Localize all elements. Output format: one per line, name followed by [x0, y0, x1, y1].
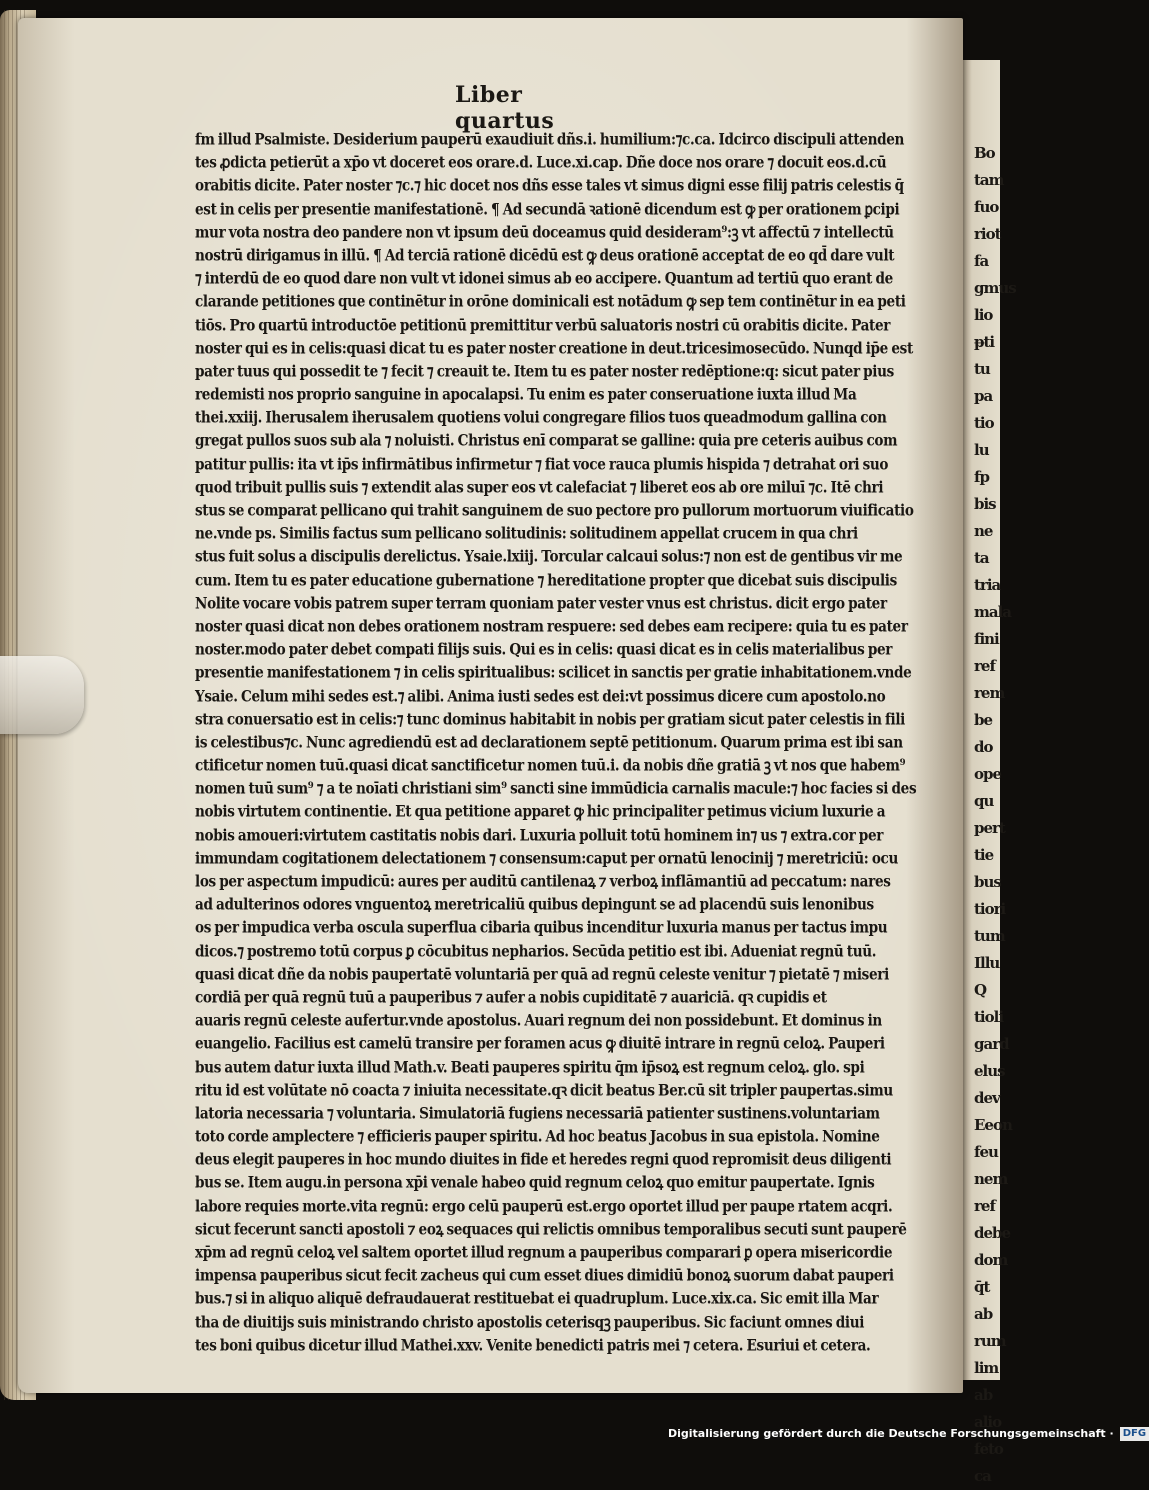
facing-page-fragment: bus: [974, 873, 1001, 891]
text-line: tes boni quibus dicetur illud Mathei.xxv. Venite benedicti patris mei ⁊ cetera. Esuriui et cetera.: [195, 1336, 871, 1356]
facing-page-fragment: ab: [974, 1305, 993, 1323]
facing-page-fragment: nem: [974, 1170, 1008, 1188]
facing-page-fragment: debe: [974, 1224, 1011, 1242]
text-line: presentie manifestationem ⁊ in celis spiritualibus: scilicet in sanctis per gratie inhabitationem.vnde: [195, 663, 912, 683]
facing-page-fragment: riot: [974, 225, 1001, 243]
text-line: latoria necessaria ⁊ voluntaria. Simulatoriā fugiens necessariā patienter sustinens.voluntariam: [195, 1104, 880, 1124]
text-line: redemisti nos proprio sanguine in apocalapsi. Tu enim es pater conseruatione iuxta illud Ma: [195, 385, 857, 405]
text-line: tes ꝓdicta petierūt a xp̄o vt doceret eos orare.d. Luce.xi.cap. Dñe doce nos orare ⁊ docuit eos.d.cū: [195, 153, 887, 173]
facing-page-fragment: tam: [974, 171, 1004, 189]
text-line: auaris regnū celeste aufertur.vnde apostolus. Auari regnum dei non possidebunt. Et dominus in: [195, 1011, 882, 1031]
text-line: ⁊ interdū de eo quod dare non vult vt idonei simus ab eo accipere. Quantum ad tertiū quo erant de: [195, 269, 893, 289]
page-clip: [0, 656, 84, 734]
text-line: Nolite vocare vobis patrem super terram quoniam pater vester vnus est christus. dicit ergo pater: [195, 594, 887, 614]
text-line: los per aspectum impudicū: aures per auditū cantilenaꝝ ⁊ verboꝝ inflāmantiū ad peccatum: nares: [195, 872, 891, 892]
text-line: cordiā per quā regnū tuū a pauperibus ⁊ aufer a nobis cupiditatē ⁊ auariciā. qꝛ cupidis et: [195, 988, 827, 1008]
facing-page-fragment: q̄t: [974, 1278, 990, 1296]
facing-page-edge: [960, 60, 1016, 1485]
facing-page-fragments: [974, 140, 1016, 1490]
facing-page-fragment: feto: [974, 1440, 1003, 1458]
text-line: est in celis per presentie manifestationē. ¶ Ad secundā ꝛationē dicendum est ꝙ per orationem ꝑcipi: [195, 200, 900, 219]
text-line: stus se comparat pellicano qui trahit sanguinem de suo pectore pro pullorum mortuorum viuificatio: [195, 501, 914, 521]
text-line: thei.xxiij. Iherusalem iherusalem quotiens volui congregare filios tuos queadmodum gallina con: [195, 408, 887, 428]
text-block: [195, 129, 917, 1358]
facing-page-fragment: tie: [974, 846, 994, 864]
text-line: nobis amoueri:virtutem castitatis nobis dari. Luxuria polluit totū hominem in⁊ us ⁊ extra.cor per: [195, 826, 884, 845]
text-line: bus autem datur iuxta illud Math.v. Beati pauperes spiritu q̄m ip̄soꝝ est regnum celoꝝ. glo. spi: [195, 1057, 865, 1077]
text-line: deus elegit pauperes in hoc mundo diuites in fide et heredes regni quod repromisit deus diligenti: [195, 1150, 892, 1170]
text-line: clarande petitiones que continētur in orōne dominicali est notādum ꝙ sep tem continētur in ea peti: [195, 292, 906, 312]
text-line: ne.vnde ps. Similis factus sum pellicano solitudinis: solitudinem appellat crucem in qua chri: [195, 524, 858, 544]
text-line: ad adulterinos odores vnguentoꝝ meretricaliū quibus depingunt se ad placendū suis lenonibus: [195, 895, 874, 915]
facing-page-fragment: pert: [974, 819, 1005, 837]
facing-page-fragment: qu: [974, 792, 994, 810]
facing-page-fragment: tio: [974, 414, 994, 432]
footer-text: Digitalisierung gefördert durch die Deutsche Forschungsgemeinschaft: [668, 1427, 1106, 1440]
facing-page-fragment: lio: [974, 306, 993, 324]
text-line: ritu id est volūtate nō coacta ⁊ iniuita necessitate.qꝛ dicit beatus Ber.cū sit tripler paupertas.simu: [195, 1081, 893, 1101]
facing-page-fragment: fp: [974, 468, 989, 486]
facing-page-fragment: ab: [974, 1386, 993, 1404]
text-line: impensa pauperibus sicut fecit zacheus qui cum esset diues dimidiū bonoꝝ suorum dabat pauperi: [195, 1266, 894, 1286]
text-line: noster.modo pater debet compati filijs suis. Qui es in celis: quasi dicat es in celis materialibus per: [195, 640, 893, 660]
facing-page-fragment: alio: [974, 1413, 1002, 1431]
text-line: nobis virtutem continentie. Et qua petitione apparet ꝙ hic principaliter petimus vicium luxurie a: [195, 802, 886, 822]
text-line: dicos.⁊ postremo totū corpus ꝑ cōcubitus nepharios. Secūda petitio est ibi. Adueniat regnū tuū.: [195, 942, 877, 961]
text-line: fm illud Psalmiste. Desiderium pauperū exaudiuit dñs.i. humilium:⁊c.ca. Idcirco discipuli attenden: [195, 130, 905, 150]
text-line: noster quasi dicat non debes orationem nostram respuere: sed debes eam recipere: quia tu es pater: [195, 617, 908, 637]
facing-page-fragment: be: [974, 711, 993, 729]
text-line: mur vota nostra deo pandere non vt ipsum deū doceamus quid desideram⁹:ꝫ vt affectū ⁊ intellectū: [195, 223, 894, 243]
facing-page-fragment: ta: [974, 549, 989, 567]
facing-page-fragment: Bo: [974, 144, 995, 162]
running-head: Liber quartus: [455, 82, 555, 134]
text-line: stus fuit solus a discipulis derelictus. Ysaie.lxiij. Torcular calcaui solus:⁊ non est de gentibus vir me: [195, 547, 903, 567]
facing-page-fragment: ope: [974, 765, 1002, 783]
facing-page-fragment: rum: [974, 1332, 1006, 1350]
text-line: patitur pullis: ita vt ip̄s infirmātibus infirmetur ⁊ fiat voce rauca plumis hispida ⁊ detrahat ori suo: [195, 455, 889, 474]
facing-page-fragment: rem: [974, 684, 1005, 702]
text-line: xp̄m ad regnū celoꝝ vel saltem oportet illud regnum a pauperibus comparari ꝑ opera misericordie: [195, 1243, 893, 1263]
text-line: ctificetur nomen tuū.quasi dicat sanctificetur nomen tuū.i. da nobis dñe gratiā ꝫ vt nos que habem⁹: [195, 756, 906, 776]
text-line: tiōs. Pro quartū introductōe petitionū premittitur verbū saluatoris nostri cū orabitis dicite. Pater: [195, 315, 891, 335]
text-line: cum. Item tu es pater educatione gubernatione ⁊ hereditatione propter que dicebat suis discipulis: [195, 571, 897, 590]
facing-page-fragment: do: [974, 738, 993, 756]
text-line: bus se. Item augu.in persona xp̄i venale habeo quid regnum celoꝝ quo emitur paupertate. Ignis: [195, 1173, 875, 1193]
facing-page-fragment: ᵽti: [974, 333, 995, 351]
text-line: sicut fecerunt sancti apostoli ⁊ eoꝝ sequaces qui relictis omnibus temporalibus secuti sunt pauperē: [195, 1220, 907, 1240]
text-line: labore requies morte.vita regnū: ergo celū pauperū est.ergo oportet illud per paupe rtatem acqri.: [195, 1197, 893, 1216]
facing-page-fragment: elus: [974, 1062, 1005, 1080]
text-line: orabitis dicite. Pater noster ⁊c.⁊ hic docet nos dñs esse tales vt simus digni esse filij patris celestis q̄: [195, 176, 904, 196]
facing-page-fragment: gard: [974, 1035, 1009, 1053]
facing-page-fragment: lim: [974, 1359, 999, 1377]
facing-page-fragment: ref: [974, 1197, 995, 1215]
text-line: immundam cogitationem delectationem ⁊ consensum:caput per ornatū lenocinij ⁊ meretriciū: ocu: [195, 849, 899, 869]
text-line: nostrū dirigamus in illū. ¶ Ad terciā rationē dicēdū est ꝙ deus orationē acceptat de eo qd̄ dare vult: [195, 246, 895, 266]
text-line: is celestibus⁊c. Nunc agrediendū est ad declarationem septē petitionum. Quarum prima est ibi san: [195, 733, 903, 753]
facing-page-fragment: Q: [974, 981, 987, 999]
facing-page-fragment: feu: [974, 1143, 998, 1161]
text-line: quod tribuit pullis suis ⁊ extendit alas super eos vt calefaciat ⁊ liberet eos ab ore miluī ⁊c. Itē chri: [195, 478, 884, 498]
text-line: os per impudica verba oscula superflua cibaria quibus incenditur luxuria manus per tactus impu: [195, 918, 888, 938]
text-line: gregat pullos suos sub ala ⁊ noluisti. Christus enī comparat se galline: quia pre ceteris auibus com: [195, 431, 898, 451]
facing-page-fragment: tiori: [974, 900, 1006, 918]
text-line: euangelio. Facilius est camelū transire per foramen acus ꝙ diuitē intrare in regnū celoꝝ. Pauperi: [195, 1034, 885, 1054]
facing-page-fragment: tria: [974, 576, 1001, 594]
facing-page-fragment: ref: [974, 657, 995, 675]
text-line: bus.⁊ si in aliquo aliquē defraudauerat restituebat ei quadruplum. Luce.xix.ca. Sic emit illa Mar: [195, 1289, 879, 1309]
facing-page-fragment: Illu: [974, 954, 1000, 972]
facing-page-fragment: dev: [974, 1089, 1000, 1107]
footer-credit: Digitalisierung gefördert durch die Deutsche Forschungsgemeinschaft · DFG: [668, 1424, 998, 1444]
text-line: stra conuersatio est in celis:⁊ tunc dominus habitabit in nobis per gratiam sicut pater celestis in fili: [195, 710, 905, 730]
text-line: toto corde amplectere ⁊ efficieris pauper spiritu. Ad hoc beatus Jacobus in sua epistola. Nomine: [195, 1127, 880, 1147]
text-line: tha de diuitijs suis ministrando christo apostolis ceterisqꝫ pauperibus. Sic faciunt omnes diui: [195, 1313, 865, 1332]
facing-page-fragment: ca: [974, 1467, 991, 1485]
facing-page-fragment: tum: [974, 927, 1005, 945]
dfg-logo: DFG: [1120, 1427, 1149, 1441]
facing-page-fragment: lu: [974, 441, 989, 459]
facing-page-fragment: pa: [974, 387, 993, 405]
facing-page-fragment: ne: [974, 522, 993, 540]
facing-page-fragment: dom: [974, 1251, 1008, 1269]
text-line: quasi dicat dñe da nobis paupertatē voluntariā per quā ad regnū celeste venitur ⁊ pietatē ⁊ miseri: [195, 965, 889, 985]
facing-page-fragment: tioli: [974, 1008, 1004, 1026]
facing-page-fragment: bis: [974, 495, 996, 513]
text-line: pater tuus qui possedit te ⁊ fecit ⁊ creauit te. Item tu es pater noster redēptione:q: sicut pater pius: [195, 362, 894, 382]
text-line: noster qui es in celis:quasi dicat tu es pater noster creatione in deut.tricesimosecūdo. Nunqd ip̄e est: [195, 339, 913, 359]
text-line: Ysaie. Celum mihi sedes est.⁊ alibi. Anima iusti sedes est dei:vt possimus dicere cum apostolo.no: [195, 686, 886, 706]
facing-page-fragment: tu: [974, 360, 990, 378]
facing-page-fragment: mala: [974, 603, 1012, 621]
facing-page-fragment: gmus: [974, 279, 1016, 297]
facing-page-fragment: fuo: [974, 198, 999, 216]
facing-page-fragment: Eeon: [974, 1116, 1012, 1134]
facing-page-fragment: fa: [974, 252, 989, 270]
facing-page-fragment: fini: [974, 630, 999, 648]
text-line: nomen tuū sum⁹ ⁊ a te noīati christiani sim⁹ sancti sine immūdicia carnalis macule:⁊ hoc facies si des: [195, 779, 917, 799]
